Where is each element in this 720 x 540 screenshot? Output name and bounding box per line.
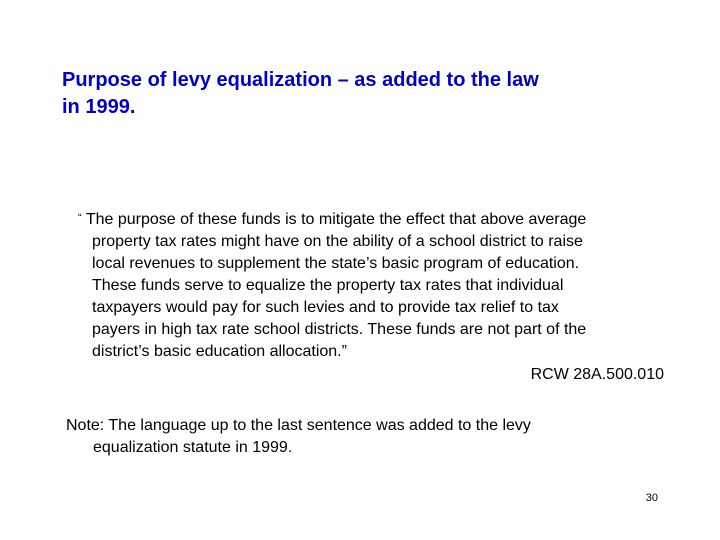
quote-line: property tax rates might have on the ability of a school district to raise bbox=[92, 233, 583, 250]
quote-line: These funds serve to equalize the property tax rates that individual bbox=[92, 277, 564, 294]
quote-line: local revenues to supplement the state’s basic program of education. bbox=[92, 255, 580, 272]
quote-line bbox=[78, 207, 678, 231]
statute-quote bbox=[78, 207, 678, 363]
statute-citation: RCW 28A.500.010 bbox=[530, 366, 664, 383]
slide-title bbox=[62, 67, 682, 121]
page-number: 30 bbox=[645, 492, 658, 504]
footnote bbox=[66, 415, 686, 459]
quote-line: district’s basic education allocation.” bbox=[92, 343, 347, 360]
quote-line-text: The purpose of these funds is to mitigate the effect that above average bbox=[85, 211, 587, 228]
note-line: equalization statute in 1999. bbox=[93, 439, 293, 456]
note-line: Note: The language up to the last sentence was added to the levy bbox=[66, 417, 531, 434]
quote-line: taxpayers would pay for such levies and to provide tax relief to tax bbox=[92, 299, 559, 316]
open-quote-mark: “ bbox=[78, 212, 82, 224]
title-line: Purpose of levy equalization – as added to the law bbox=[62, 69, 539, 91]
title-line: in 1999. bbox=[62, 96, 136, 118]
quote-line: payers in high tax rate school districts. These funds are not part of the bbox=[92, 321, 587, 338]
